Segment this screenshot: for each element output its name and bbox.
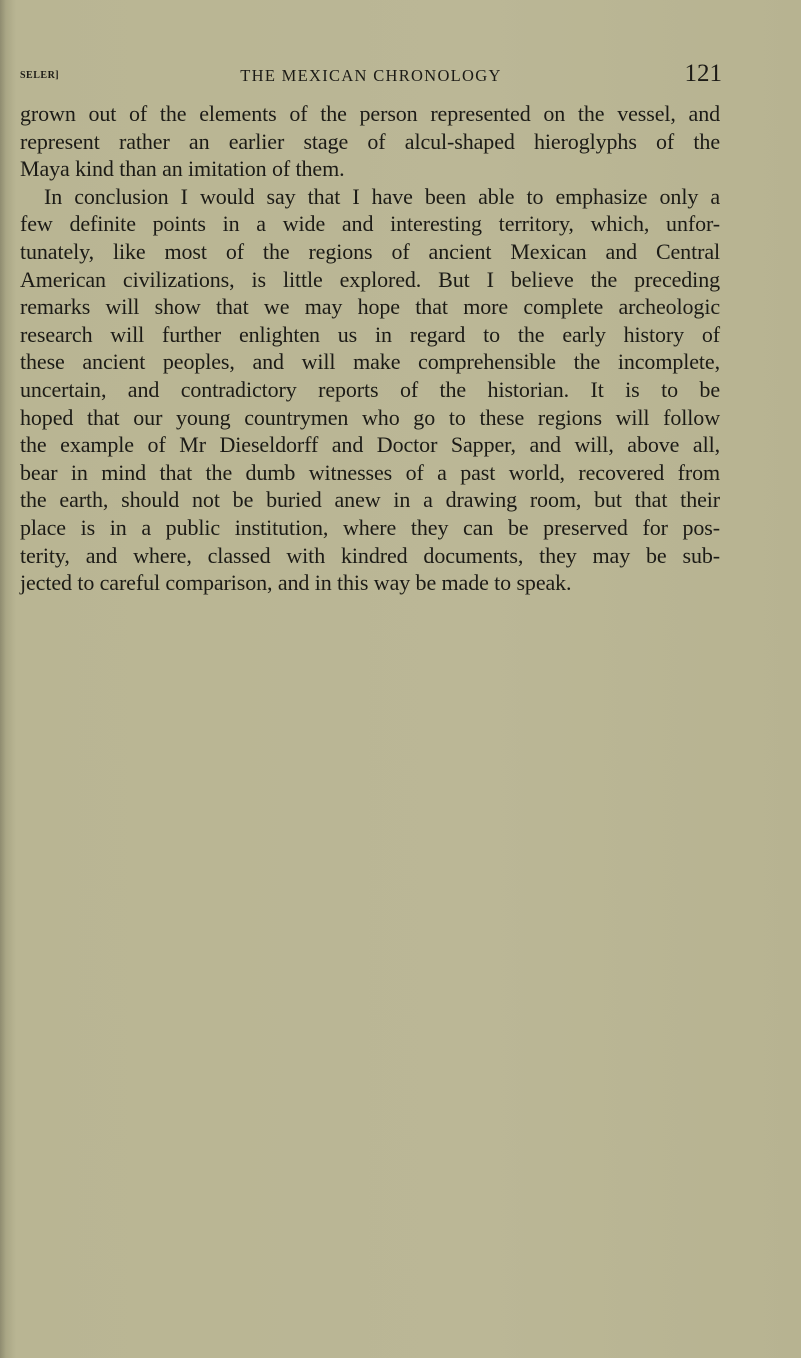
text-line: uncertain, and contradictory reports of the historian. It is to be — [20, 376, 720, 402]
text-line: jected to careful comparison, and in this way be made to speak. — [20, 570, 572, 596]
text-line: remarks will show that we may hope that more complete archeologic — [20, 294, 720, 320]
text-line: In conclusion I would say that I have been able to emphasize only a — [44, 183, 720, 209]
paragraph-2 — [20, 183, 720, 597]
author-running-head: SELER] — [20, 70, 60, 81]
text-line: grown out of the elements of the person represented on the vessel, and — [20, 101, 720, 126]
text-line: tunately, like most of the regions of ancient Mexican and Central — [20, 238, 720, 264]
page-number: 121 — [684, 60, 722, 87]
text-line: the example of Mr Dieseldorff and Doctor Sapper, and will, above all, — [20, 432, 720, 458]
text-line: these ancient peoples, and will make comprehensible the incomplete, — [20, 349, 720, 375]
running-head — [20, 62, 722, 92]
text-line: hoped that our young countrymen who go to these regions will follow — [20, 404, 720, 430]
text-line: research will further enlighten us in regard to the early history of — [20, 321, 720, 347]
text-line: represent rather an earlier stage of alcul-shaped hieroglyphs of the — [20, 128, 720, 154]
text-line: bear in mind that the dumb witnesses of a past world, recovered from — [20, 459, 720, 485]
paragraph-1 — [20, 100, 720, 183]
text-line: American civilizations, is little explored. But I believe the preceding — [20, 266, 720, 292]
text-line: Maya kind than an imitation of them. — [20, 156, 345, 182]
body-text — [20, 100, 720, 597]
text-line: few definite points in a wide and interesting territory, which, unfor- — [20, 211, 720, 237]
chapter-title: THE MEXICAN CHRONOLOGY — [240, 65, 502, 86]
text-line: place is in a public institution, where they can be preserved for pos- — [20, 514, 720, 540]
text-line: terity, and where, classed with kindred documents, they may be sub- — [20, 542, 720, 568]
text-line: the earth, should not be buried anew in a drawing room, but that their — [20, 487, 720, 513]
